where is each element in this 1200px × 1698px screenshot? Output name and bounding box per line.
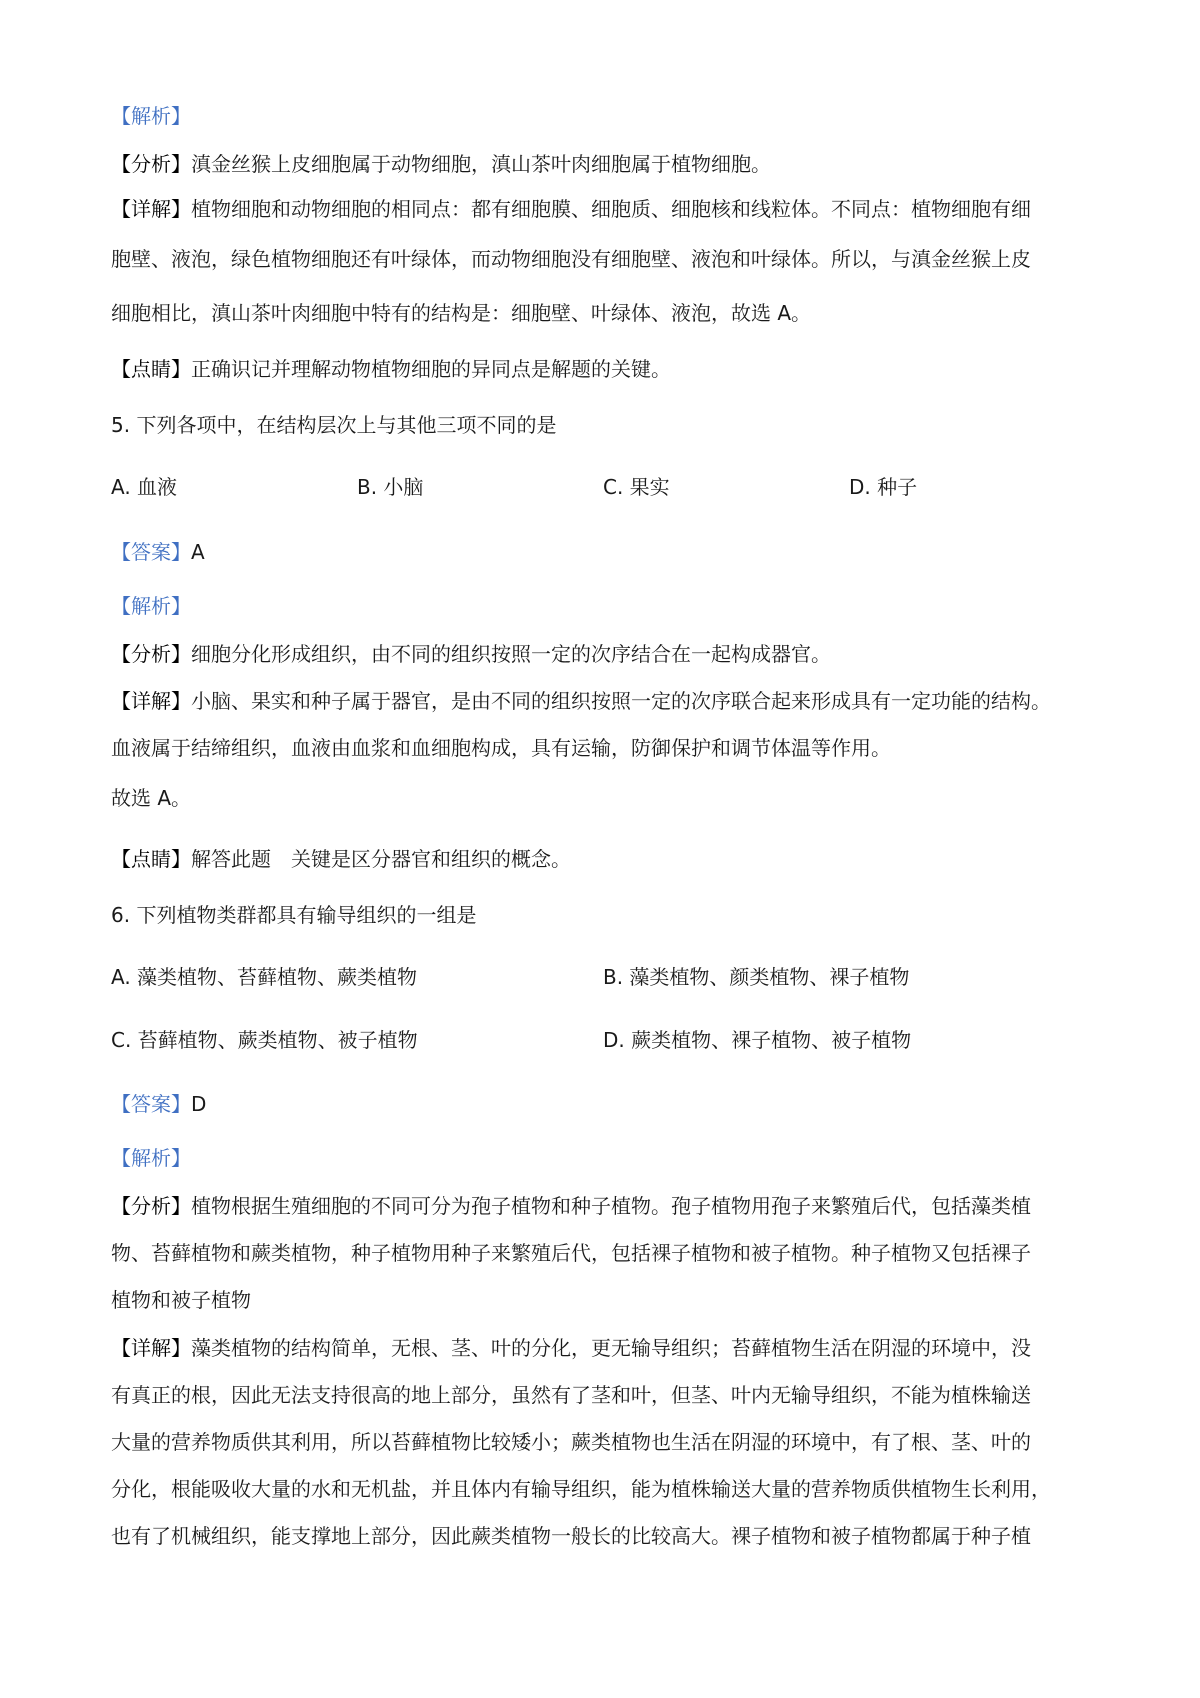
answer-value: A (191, 540, 205, 564)
q6-answer (111, 1091, 206, 1117)
fenxi-label: 【分析】 (111, 1194, 191, 1218)
q4-xiangjie-line-3: 细胞相比，滇山茶叶肉细胞中特有的结构是：细胞壁、叶绿体、液泡，故选 A。 (111, 301, 812, 325)
q6-option-d: D. 蕨类植物、裸子植物、被子植物 (603, 1028, 912, 1052)
q5-option-d: D. 种子 (849, 475, 918, 499)
xiangjie-text: 植物细胞和动物细胞的相同点：都有细胞膜、细胞质、细胞核和线粒体。不同点：植物细胞有细 (191, 197, 1031, 221)
q5-xiangjie-line-2: 血液属于结缔组织，血液由血浆和血细胞构成，具有运输，防御保护和调节体温等作用。 (111, 736, 891, 760)
q5-option-b: B. 小脑 (357, 475, 424, 499)
q5-xiangjie-line-1 (111, 688, 1051, 714)
q6-option-a: A. 藻类植物、苔藓植物、蕨类植物 (111, 965, 418, 989)
q6-xiangjie-line-2: 有真正的根，因此无法支持很高的地上部分，虽然有了茎和叶，但茎、叶内无输导组织，不能为植株输送 (111, 1383, 1031, 1407)
q6-xiangjie-line-5: 也有了机械组织，能支撑地上部分，因此蕨类植物一般长的比较高大。裸子植物和被子植物都属于种子植 (111, 1524, 1031, 1548)
xiangjie-label: 【详解】 (111, 197, 191, 221)
q4-dianjing (111, 356, 671, 382)
q6-fenxi-line-2: 物、苔藓植物和蕨类植物，种子植物用种子来繁殖后代，包括裸子植物和被子植物。种子植物又包括裸子 (111, 1241, 1031, 1265)
q6-xiangjie-line-3: 大量的营养物质供其利用，所以苔藓植物比较矮小；蕨类植物也生活在阴湿的环境中，有了根、茎、叶的 (111, 1430, 1031, 1454)
q4-jiexi-label: 【解析】 (111, 104, 191, 128)
xiangjie-label: 【详解】 (111, 1336, 191, 1360)
q6-xiangjie-line-1 (111, 1335, 1031, 1361)
q6-xiangjie-line-4: 分化，根能吸收大量的水和无机盐，并且体内有输导组织，能为植株输送大量的营养物质供植物生长利用， (111, 1477, 1051, 1501)
q5-answer (111, 539, 205, 565)
q5-fenxi (111, 641, 831, 667)
q4-fenxi (111, 151, 771, 177)
dianjing-text: 解答此题 关键是区分器官和组织的概念。 (191, 847, 571, 871)
q4-xiangjie-line-2: 胞壁、液泡，绿色植物细胞还有叶绿体，而动物细胞没有细胞壁、液泡和叶绿体。所以，与滇金丝猴上皮 (111, 247, 1031, 271)
xiangjie-label: 【详解】 (111, 689, 191, 713)
fenxi-text: 细胞分化形成组织，由不同的组织按照一定的次序结合在一起构成器官。 (191, 642, 831, 666)
dianjing-label: 【点睛】 (111, 847, 191, 871)
q5-xiangjie-line-3: 故选 A。 (111, 786, 192, 810)
xiangjie-text: 藻类植物的结构简单，无根、茎、叶的分化，更无输导组织；苔藓植物生活在阴湿的环境中，没 (191, 1336, 1031, 1360)
q5-option-c: C. 果实 (603, 475, 670, 499)
q6-fenxi-line-1 (111, 1193, 1031, 1219)
q6-option-b: B. 藻类植物、颜类植物、裸子植物 (603, 965, 910, 989)
answer-value: D (191, 1092, 207, 1116)
q6-fenxi-line-3: 植物和被子植物 (111, 1288, 251, 1312)
xiangjie-text: 小脑、果实和种子属于器官，是由不同的组织按照一定的次序联合起来形成具有一定功能的结构。 (191, 689, 1051, 713)
fenxi-text: 滇金丝猴上皮细胞属于动物细胞，滇山茶叶肉细胞属于植物细胞。 (191, 152, 771, 176)
q5-dianjing (111, 846, 571, 872)
fenxi-text: 植物根据生殖细胞的不同可分为孢子植物和种子植物。孢子植物用孢子来繁殖后代，包括藻类植 (191, 1194, 1031, 1218)
q4-xiangjie-line-1 (111, 196, 1031, 222)
q5-jiexi-label: 【解析】 (111, 594, 191, 618)
answer-label: 【答案】 (111, 540, 191, 564)
dianjing-text: 正确识记并理解动物植物细胞的异同点是解题的关键。 (191, 357, 671, 381)
q6-stem: 6. 下列植物类群都具有输导组织的一组是 (111, 903, 477, 927)
q6-option-c: C. 苔藓植物、蕨类植物、被子植物 (111, 1028, 418, 1052)
fenxi-label: 【分析】 (111, 642, 191, 666)
fenxi-label: 【分析】 (111, 152, 191, 176)
q5-stem: 5. 下列各项中，在结构层次上与其他三项不同的是 (111, 413, 557, 437)
dianjing-label: 【点睛】 (111, 357, 191, 381)
answer-label: 【答案】 (111, 1092, 191, 1116)
q5-option-a: A. 血液 (111, 475, 178, 499)
q6-jiexi-label: 【解析】 (111, 1146, 191, 1170)
